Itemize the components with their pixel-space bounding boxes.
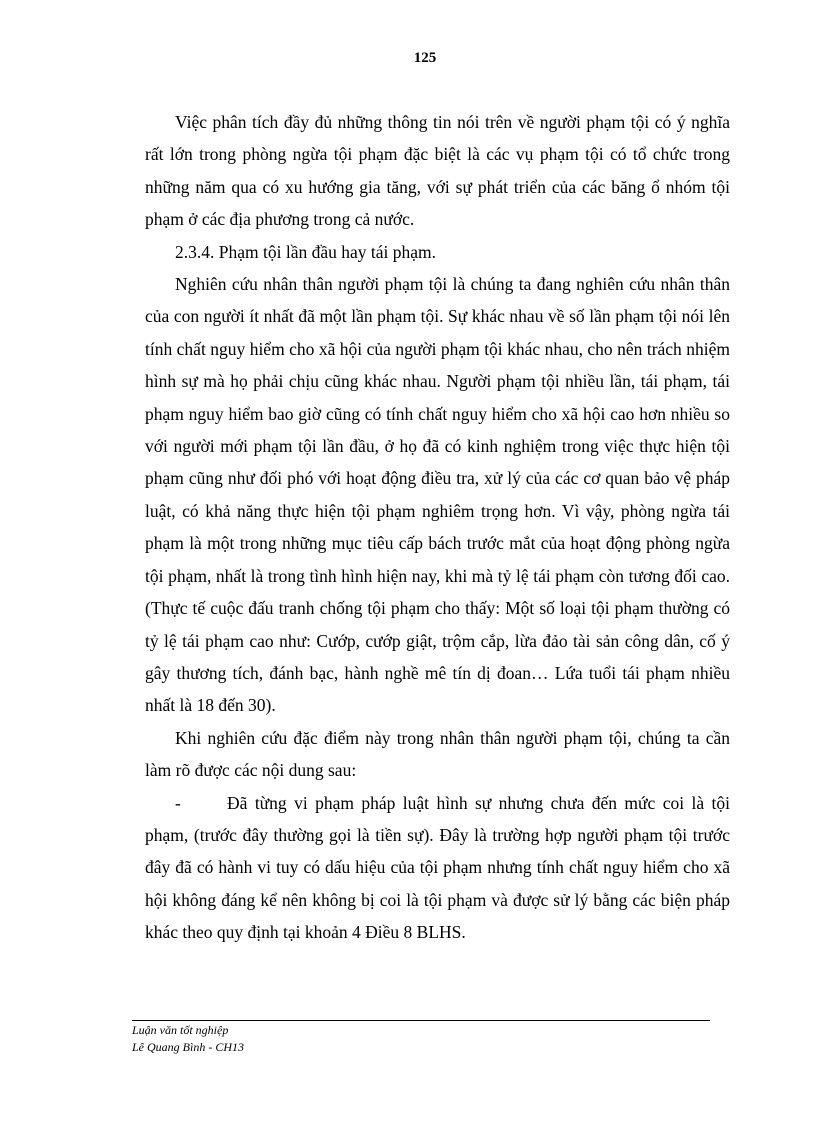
paragraph-2: Nghiên cứu nhân thân người phạm tội là chúng ta đang nghiên cứu nhân thân của con người ít nhất đã một lần phạm tội. Sự khác nhau về số lần phạm tội nói lên tính chất nguy hiểm cho xã hội của người phạm tội khác nhau, cho nên trách nhiệm hình sự mà họ phải chịu cũng khác nhau. Người phạm tội nhiều lần, tái phạm, tái phạm nguy hiểm bao giờ cũng có tính chất nguy hiểm cho xã hội cao hơn nhiều so với người mới phạm tội lần đầu, ở họ đã có kinh nghiệm trong việc thực hiện tội phạm cũng như đối phó với hoạt động điều tra, xử lý của các cơ quan bảo vệ pháp luật, có khả năng thực hiện tội phạm nghiêm trọng hơn. Vì vậy, phòng ngừa tái phạm là một trong những mục tiêu cấp bách trước mắt của hoạt động phòng ngừa tội phạm, nhất là trong tình hình hiện nay, khi mà tỷ lệ tái phạm còn tương đối cao. (Thực tế cuộc đấu tranh chống tội phạm cho thấy: Một số loại tội phạm thường có tỷ lệ tái phạm cao như: Cướp, cướp giật, trộm cắp, lừa đảo tài sản công dân, cố ý gây thương tích, đánh bạc, hành nghề mê tín dị đoan… Lứa tuổi tái phạm nhiều nhất là 18 đến 30). — [145, 274, 730, 716]
document-body — [145, 106, 730, 949]
footer-divider — [132, 1020, 710, 1021]
footer — [132, 1022, 244, 1056]
list-dash: - — [175, 792, 181, 813]
footer-author: Lê Quang Bình - CH13 — [132, 1040, 244, 1054]
list-item — [145, 787, 730, 949]
list-item-text: Đã từng vi phạm pháp luật hình sự nhưng chưa đến mức coi là tội phạm, (trước đây thường gọi là tiền sự). Đây là trường hợp người phạm tội trước đây đã có hành vi tuy có dấu hiệu của tội phạm nhưng tính chất nguy hiểm cho xã hội không đáng kể nên không bị coi là tội phạm và được sử lý bằng các biện pháp khác theo quy định tại khoản 4 Điều 8 BLHS. — [145, 792, 730, 943]
page-number: 125 — [413, 50, 437, 66]
footer-thesis-label: Luận văn tốt nghiệp — [132, 1023, 229, 1037]
paragraph-1: Việc phân tích đầy đủ những thông tin nói trên về người phạm tội có ý nghĩa rất lớn trong phòng ngừa tội phạm đặc biệt là các vụ phạm tội có tổ chức trong những năm qua có xu hướng gia tăng, với sự phát triển của các băng ổ nhóm tội phạm ở các địa phương trong cả nước. — [145, 112, 730, 230]
section-heading: 2.3.4. Phạm tội lần đầu hay tái phạm. — [175, 241, 436, 262]
paragraph-3: Khi nghiên cứu đặc điểm này trong nhân thân người phạm tội, chúng ta cần làm rõ được các nội dung sau: — [145, 727, 730, 781]
